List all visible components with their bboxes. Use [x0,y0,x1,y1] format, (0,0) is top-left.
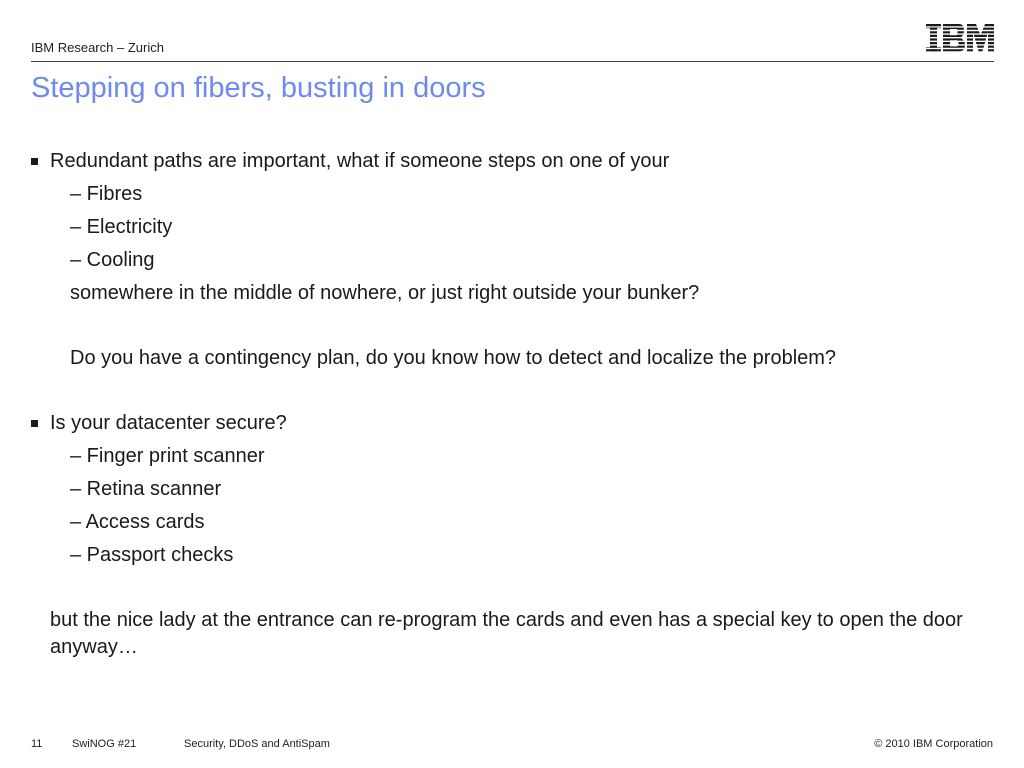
ibm-logo-icon [926,24,994,52]
sub-item-cooling: – Cooling [70,249,155,271]
bullet-datacenter-secure [31,411,431,435]
sub-item-electricity: – Electricity [70,216,173,238]
footer-event: SwiNOG #21 [72,738,137,750]
continuation-text: somewhere in the middle of nowhere, or just right outside your bunker? [70,282,700,304]
sub-item-passport-checks: – Passport checks [70,544,234,566]
footer-copyright: © 2010 IBM Corporation [874,738,993,750]
contingency-question: Do you have a contingency plan, do you know how to detect and localize the problem? [70,347,837,369]
page-number: 11 [31,738,43,750]
bullet-redundant-paths [31,149,791,173]
square-bullet-icon [31,420,38,427]
header-divider [31,61,994,62]
sub-item-fibres: – Fibres [70,183,143,205]
slide-title: Stepping on fibers, busting in doors [31,72,486,104]
bullet-text: Redundant paths are important, what if someone steps on one of your [50,150,670,172]
bullet-text: Is your datacenter secure? [50,412,287,434]
square-bullet-icon [31,158,38,165]
closing-paragraph: but the nice lady at the entrance can re-program the cards and even has a special key to open the door anyway… [50,609,963,658]
sub-item-access-cards: – Access cards [70,511,205,533]
footer-topic: Security, DDoS and AntiSpam [184,738,330,750]
sub-item-retina-scanner: – Retina scanner [70,478,222,500]
sub-item-finger-print-scanner: – Finger print scanner [70,445,265,467]
header-organization: IBM Research – Zurich [31,40,164,55]
